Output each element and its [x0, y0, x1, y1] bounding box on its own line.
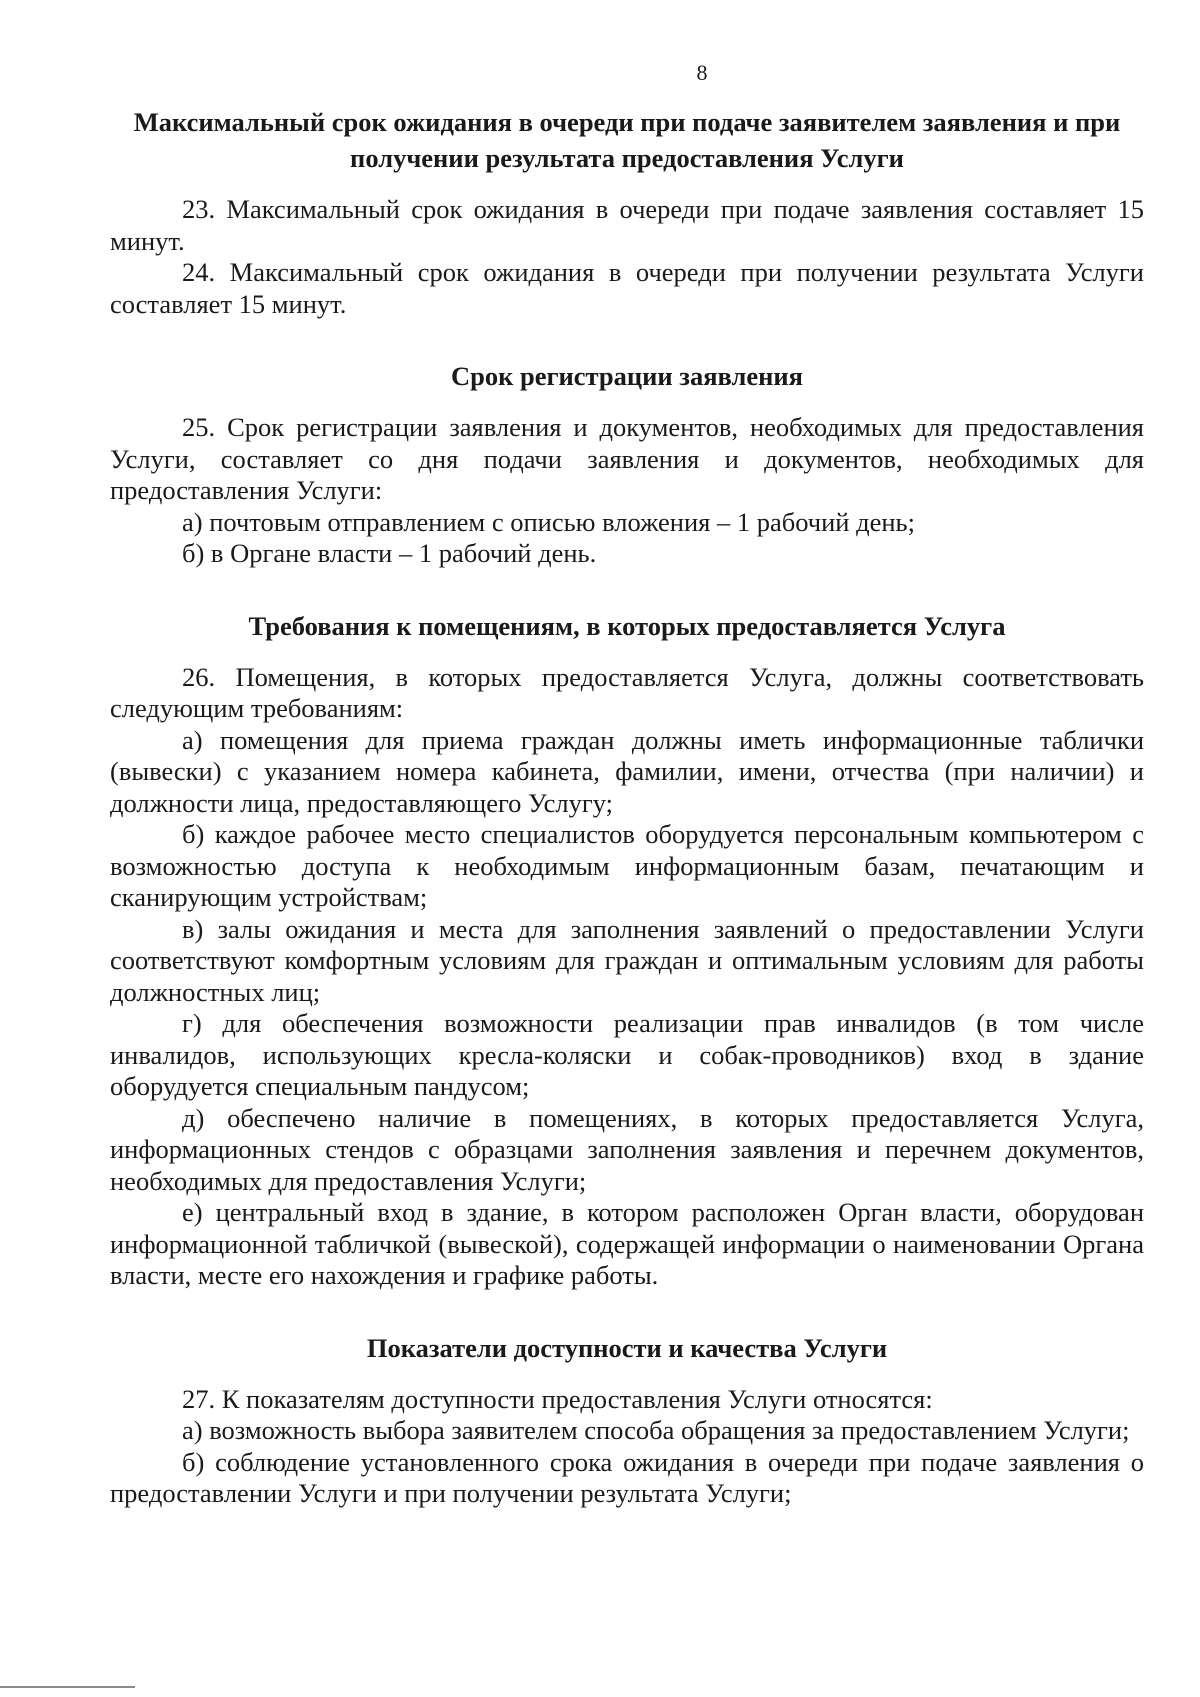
paragraph-26-a: а) помещения для приема граждан должны иметь информационные таблички (вывески) с указанием номера кабинета, фамилии, имени, отчества (при наличии) и должности лица, предоставляющего Услугу; [110, 724, 1144, 818]
paragraph-26-d: д) обеспечено наличие в помещениях, в которых предоставляется Услуга, информационных стендов с образцами заполнения заявления и перечнем документов, необходимых для предоставления Услуги; [110, 1102, 1144, 1196]
paragraph-23: 23. Максимальный срок ожидания в очереди при подаче заявления составляет 15 минут. [110, 194, 1144, 256]
paragraph-26: 26. Помещения, в которых предоставляется Услуга, должны соответствовать следующим требованиям: [110, 661, 1144, 723]
paragraph-26-e: е) центральный вход в здание, в котором расположен Орган власти, оборудован информационной табличкой (вывеской), содержащей информации о наименовании Органа власти, месте его нахождения и графике работы. [110, 1197, 1144, 1290]
paragraph-26-b: б) каждое рабочее место специалистов оборудуется персональным компьютером с возможностью доступа к необходимым информационным базам, печатающим и сканирующим устройствам; [110, 819, 1144, 912]
paragraph-26-g: г) для обеспечения возможности реализации прав инвалидов (в том числе инвалидов, использующих кресла-коляски и собак-проводников) вход в здание оборудуется специальным пандусом; [110, 1008, 1144, 1101]
section-heading-premises: Требования к помещениям, в которых предоставляется Услуга [248, 610, 1006, 641]
document-page [110, 60, 1144, 1510]
paragraph-25: 25. Срок регистрации заявления и документов, необходимых для предоставления Услуги, составляет со дня подачи заявления и документов, необходимых для предоставления Услуги: [110, 412, 1144, 505]
section-heading-quality-indicators: Показатели доступности и качества Услуги [366, 1332, 888, 1363]
scan-edge-line [0, 1686, 135, 1688]
paragraph-24: 24. Максимальный срок ожидания в очереди при получении результата Услуги составляет 15 минут. [110, 257, 1144, 319]
section-heading-waiting-time: Максимальный срок ожидания в очереди при подаче заявителем заявления и при получении результата предоставления Услуги [133, 107, 1121, 173]
page-number: 8 [696, 60, 708, 85]
section-heading-registration: Срок регистрации заявления [450, 361, 804, 391]
paragraph-27-b: б) соблюдение установленного срока ожидания в очереди при подаче заявления о предоставлении Услуги и при получении результата Услуги; [110, 1446, 1144, 1508]
paragraph-25-a: а) почтовым отправлением с описью вложения – 1 рабочий день; [182, 506, 915, 537]
paragraph-27: 27. К показателям доступности предоставления Услуги относятся: [182, 1383, 933, 1414]
paragraph-26-v: в) залы ожидания и места для заполнения заявлений о предоставлении Услуги соответствуют комфортным условиям для граждан и оптимальным условиям для работы должностных лиц; [110, 913, 1144, 1007]
paragraph-25-b: б) в Органе власти – 1 рабочий день. [182, 538, 597, 568]
paragraph-27-a: а) возможность выбора заявителем способа обращения за предоставлением Услуги; [182, 1415, 1130, 1445]
